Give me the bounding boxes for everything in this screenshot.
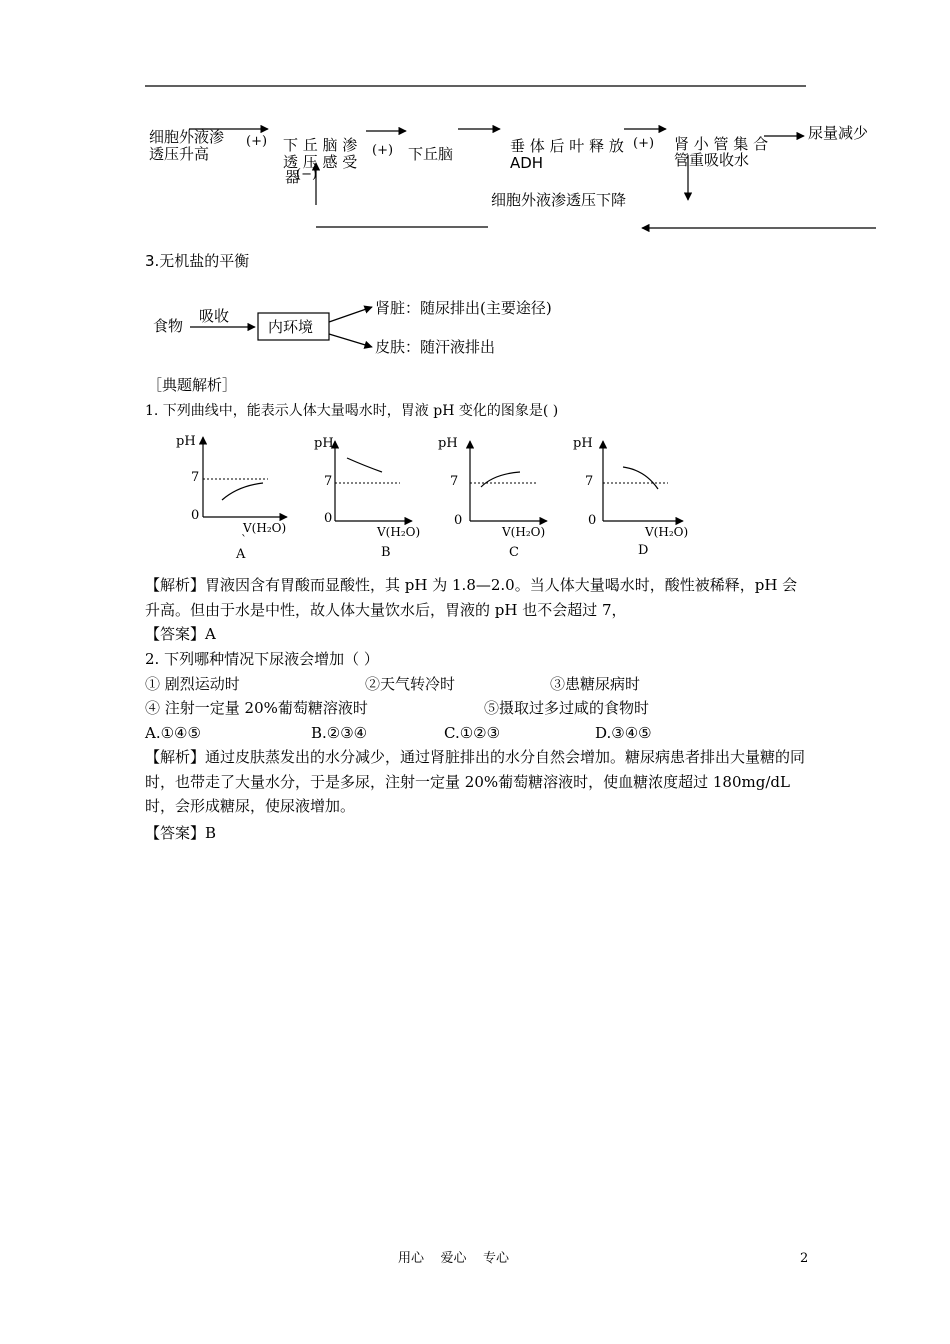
q1-analysis-tag: 【解析】 [145,576,206,594]
node-osmotic-drop: 细胞外液渗透压下降 [491,191,627,209]
q2-option-1: ① 剧烈运动时 [145,675,240,693]
arrow-skin [329,334,372,347]
node-tubule-line1: 肾 小 管 集 合 [674,135,769,153]
graph-c-0-label: 0 [454,513,463,528]
label-food: 食物 [153,317,184,335]
label-absorb: 吸收 [199,307,230,325]
node-hypothalamus-receptor-line3: 器 [285,168,301,186]
q2-option-5: ⑤摄取过多过咸的食物时 [484,699,650,717]
q1-stem: 1. 下列曲线中，能表示人体大量喝水时，胃液 pH 变化的图象是( ) [145,403,559,419]
label-inner-environment: 内环境 [268,318,314,336]
q2-option-3: ③患糖尿病时 [550,675,641,693]
graph-a-7-label: 7 [191,470,200,485]
graph-c-x-label: V(H₂O) [502,525,546,539]
graph-d [603,441,683,521]
graph-a-ph-label: pH [176,434,196,449]
graph-c-caption: C [509,545,519,560]
q2-analysis-tag: 【解析】 [145,748,206,766]
graph-c [470,441,547,521]
q2-option-4: ④ 注射一定量 20%葡萄糖溶液时 [145,699,368,717]
minus-sign: (−) [296,167,318,182]
node-hypothalamus: 下丘脑 [408,145,454,163]
graph-d-x-label: V(H₂O) [645,525,689,539]
node-tubule-line2: 管重吸收水 [674,151,750,169]
node-osmotic-rise-line1: 细胞外液渗 [149,128,225,146]
graph-a-tick-mark: ` [241,533,247,547]
graph-a-0-label: 0 [191,508,200,523]
graph-d-7-label: 7 [585,474,594,489]
q2-choice-a: A.①④⑤ [145,724,201,742]
graph-d-caption: D [638,543,649,558]
node-urine-decrease: 尿量减少 [808,124,869,142]
graph-d-0-label: 0 [588,513,597,528]
q1-analysis [145,573,810,622]
graph-c-ph-label: pH [438,436,458,451]
graph-b-x-label: V(H₂O) [377,525,421,539]
label-skin: 皮肤：随汗液排出 [375,338,496,356]
plus-sign-1: (+) [246,134,268,149]
q1-answer: 【答案】A [145,625,216,643]
q2-choice-d: D.③④⑤ [595,724,652,742]
graph-a [203,437,287,517]
arrow-kidney [329,307,372,322]
node-osmotic-rise-line2: 透压升高 [149,145,210,163]
node-pituitary-line1: 垂 体 后 叶 释 放 [510,137,624,155]
q2-choice-c: C.①②③ [444,724,501,742]
plus-sign-2: (+) [372,143,394,158]
plus-sign-3: (+) [633,136,655,151]
footer-motto: 用心 爱心 专心 [398,1251,510,1266]
section-title-salt-balance: 3.无机盐的平衡 [145,252,250,270]
node-hypothalamus-receptor-line1: 下 丘 脑 渗 [283,136,358,154]
examples-heading: ［典题解析］ [147,376,238,394]
graph-b-7-label: 7 [324,474,333,489]
q2-analysis-text: 通过皮肤蒸发出的水分减少，通过肾脏排出的水分自然会增加。糖尿病患者排出大量糖的同时，也带走了大量水分，于是多尿，注射一定量 20%葡萄糖溶液时，使血糖浓度超过 180mg/dL 时，会形成糖尿，使尿液增加。 [145,748,806,815]
node-hypothalamus-receptor-line2: 透 压 感 受 [283,153,358,171]
graph-a-x-label: V(H₂O) [243,521,287,535]
q1-analysis-text: 胃液因含有胃酸而显酸性，其 pH 为 1.8—2.0。当人体大量喝水时，酸性被稀释，pH 会升高。但由于水是中性，故人体大量饮水后，胃液的 pH 也不会超过 7， [145,576,798,619]
page-number: 2 [800,1251,809,1266]
graph-a-caption: A [236,547,246,562]
graph-d-ph-label: pH [573,436,593,451]
q2-choice-b: B.②③④ [311,724,368,742]
node-pituitary-line2: ADH [510,154,544,172]
q2-answer: 【答案】B [145,824,217,842]
q2-analysis [145,745,810,819]
q2-option-2: ②天气转冷时 [365,675,456,693]
q2-stem: 2. 下列哪种情况下尿液会增加（ ） [145,650,379,668]
label-kidney: 肾脏：随尿排出(主要途径) [375,299,552,317]
graph-b-0-label: 0 [324,511,333,526]
graph-b [335,441,412,521]
graph-b-ph-label: pH [314,436,334,451]
graph-b-caption: B [381,545,391,560]
graph-c-7-label: 7 [450,474,459,489]
